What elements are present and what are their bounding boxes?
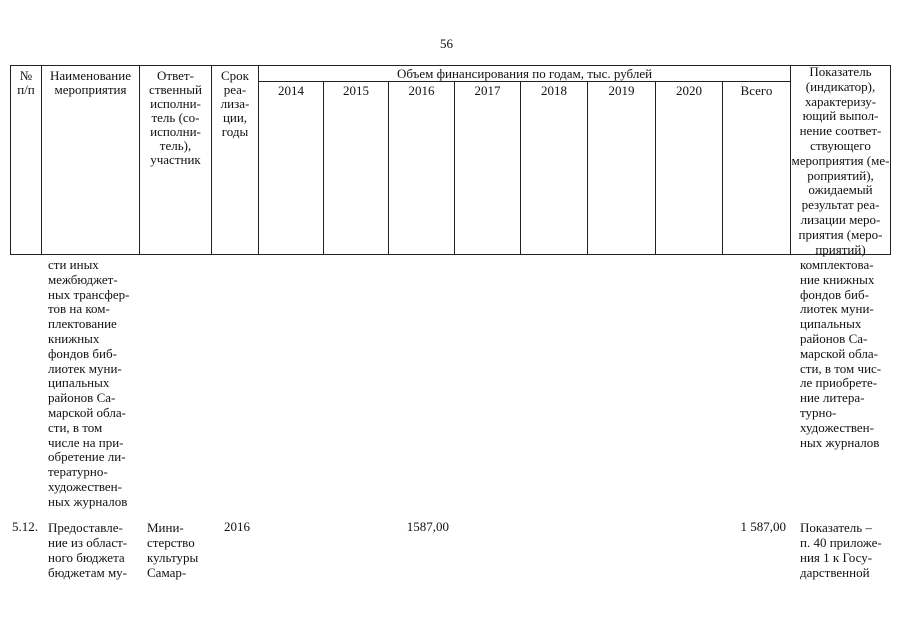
header-year-2020: 2020 — [676, 83, 702, 98]
row-value-2016: 1587,00 — [406, 519, 449, 534]
row-name: Предоставле- ние из област- ного бюджета бюджетам му- — [48, 520, 128, 580]
header-total: Всего — [740, 83, 773, 98]
header-col-number: № п/п — [17, 68, 35, 97]
header-col-term: Срок реа- лиза- ции, годы — [220, 68, 250, 139]
row-value-total: 1 587,00 — [740, 519, 786, 534]
header-year-2014: 2014 — [278, 83, 304, 98]
row-indicator: Показатель – п. 40 приложе- ния 1 к Госу- дарственной — [800, 520, 882, 580]
header-col-indicator: Показатель (индикатор), характеризу- ющий выпол- нение соответ- ствующего мероприятия (ме- роприятий), ожидаемый результат реа- лизации меро- приятия (меро- приятий) — [791, 64, 890, 257]
header-col-responsible: Ответ- ственный исполни- тель (со- исполни- тель), участник — [149, 68, 202, 167]
header-year-2019: 2019 — [608, 83, 635, 98]
continuation-name: сти иных межбюджет- ных трансфер- тов на ком- плектование книжных фондов биб- лиотек муни- ципальных районов Са- марской обла- сти, в том числе на при- обретение ли- тературно- художествен- ных журналов — [48, 257, 130, 509]
header-year-2018: 2018 — [541, 83, 567, 98]
header-col-financing-group: Объем финансирования по годам, тыс. рублей — [396, 66, 653, 81]
header-year-2016: 2016 — [408, 83, 435, 98]
header-year-2017: 2017 — [474, 83, 501, 98]
row-number: 5.12. — [12, 519, 38, 534]
row-term: 2016 — [224, 519, 250, 534]
continuation-indicator: комплектова- ние книжных фондов биб- лиотек муни- ципальных районов Са- марской обла- сти, в том чис- ле приобрете- ние литера- турно- художествен- ных журналов — [800, 257, 882, 450]
row-responsible: Мини- стерство культуры Самар- — [147, 520, 199, 580]
header-col-name: Наименование мероприятия — [50, 68, 131, 97]
page-number: 56 — [440, 36, 453, 51]
header-year-2015: 2015 — [343, 83, 369, 98]
